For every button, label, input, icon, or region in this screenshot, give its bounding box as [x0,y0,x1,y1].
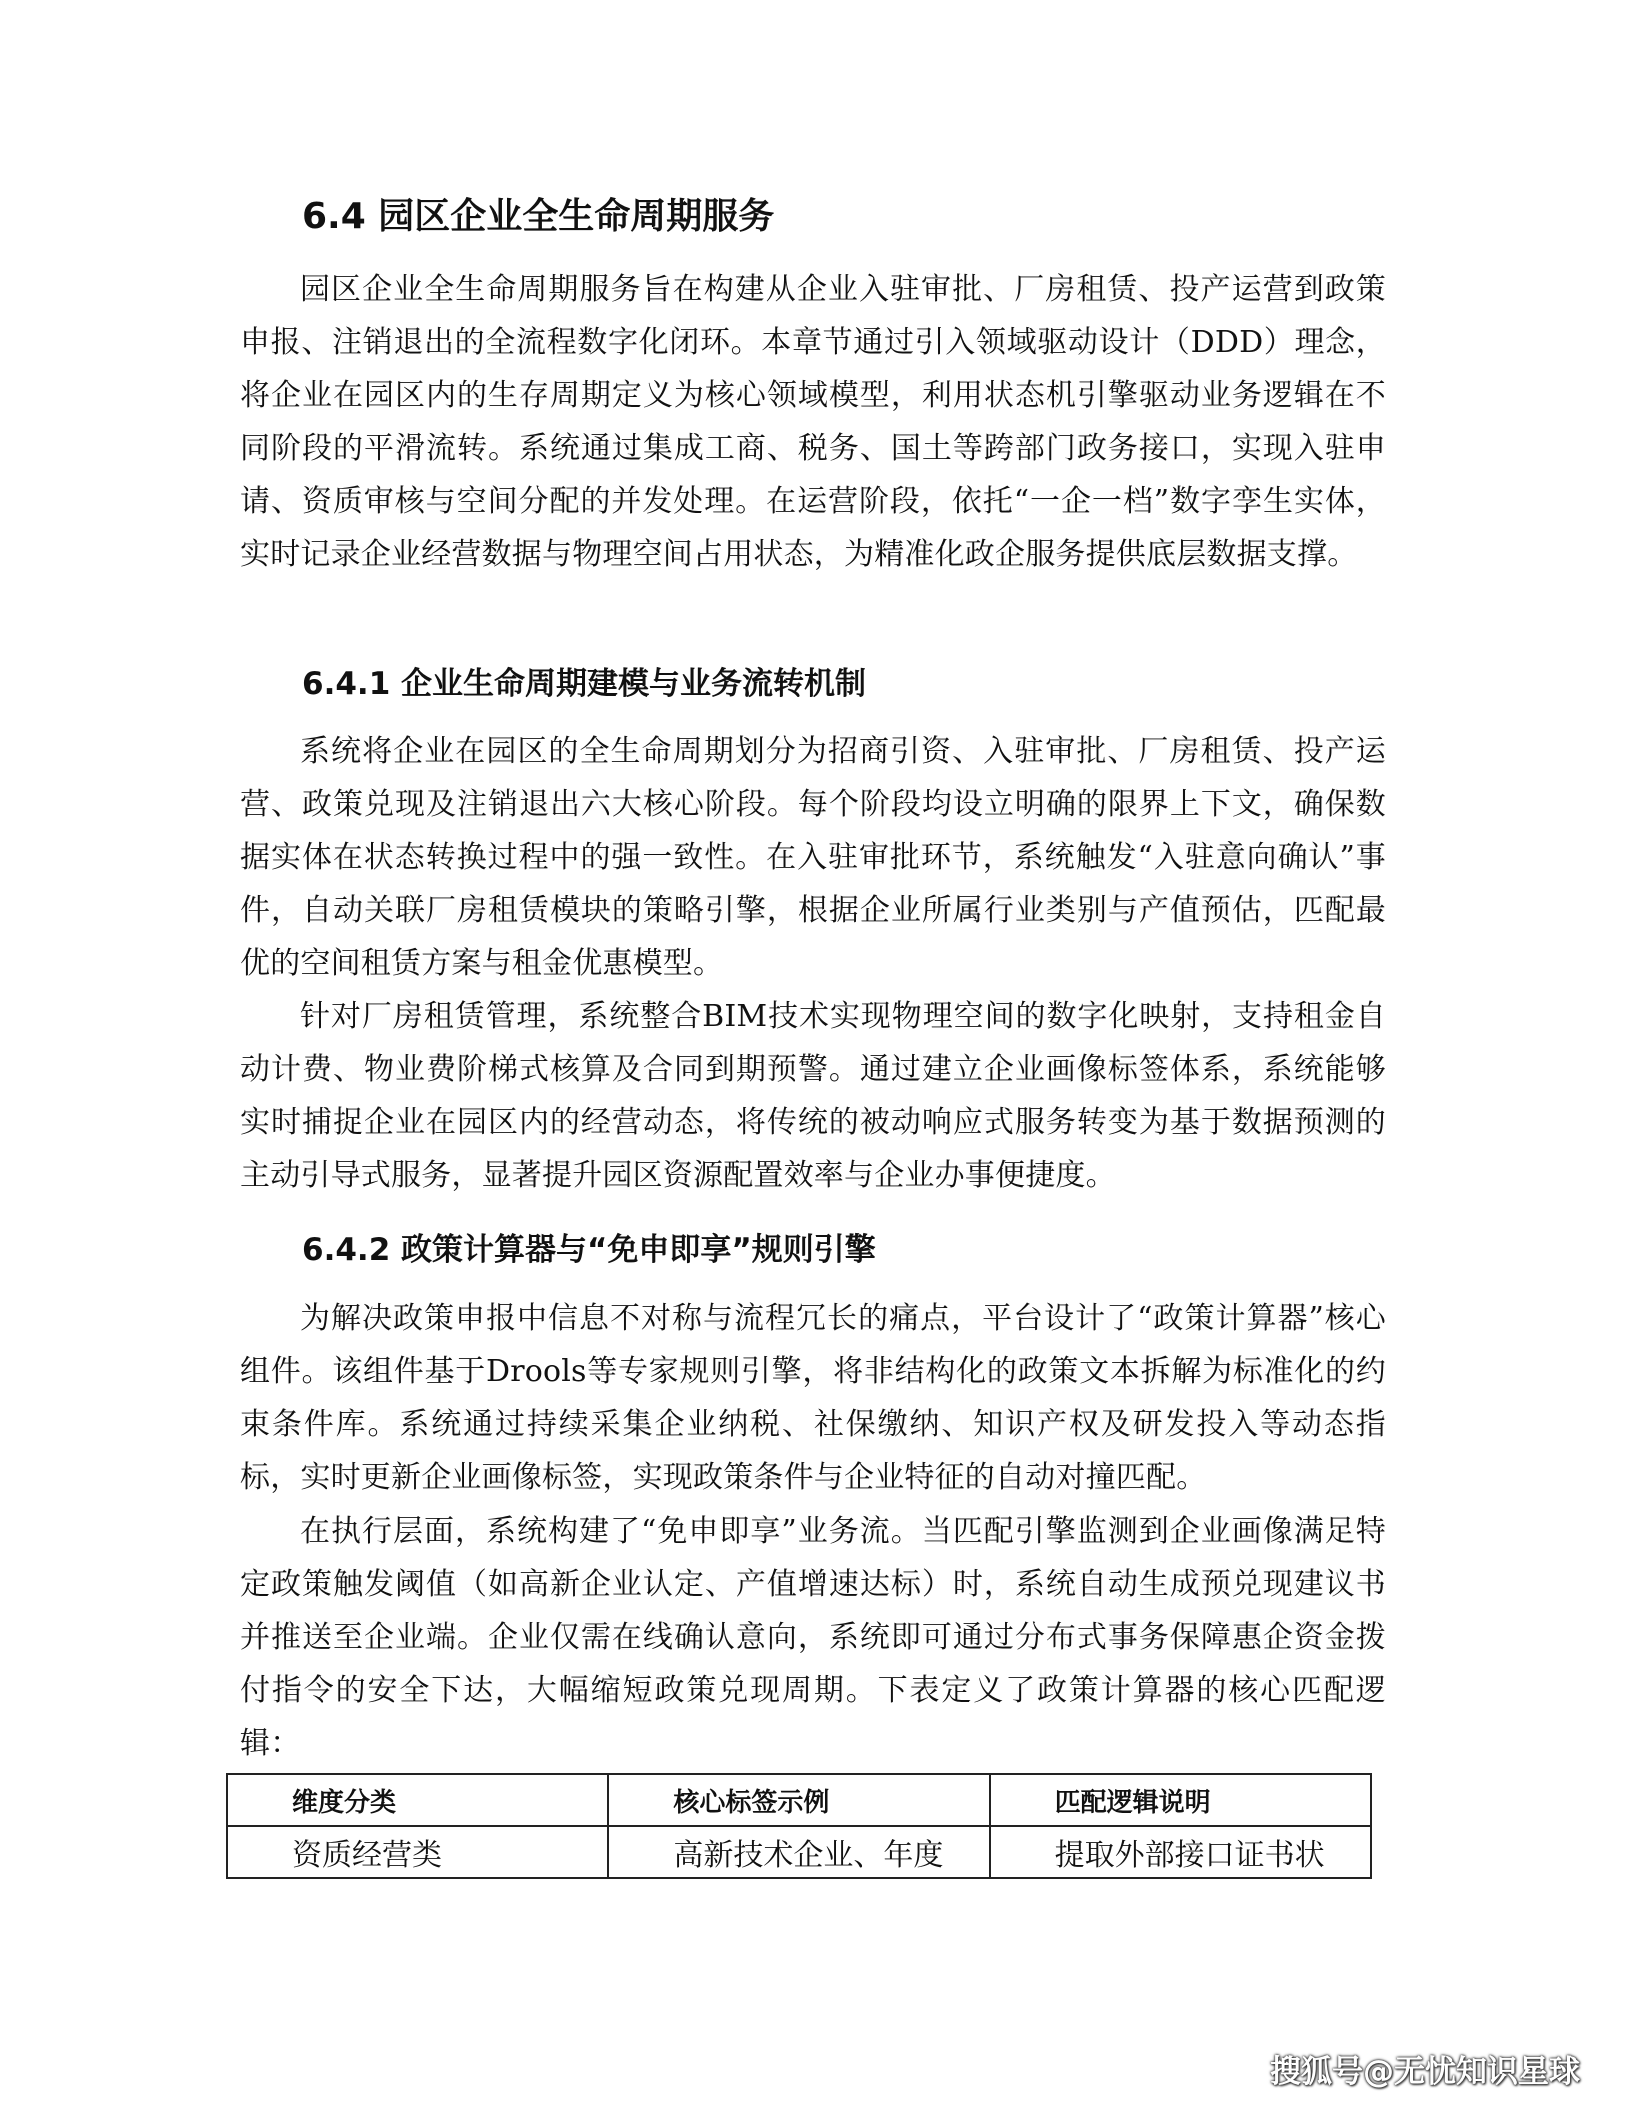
subsection-heading-6-4-1: 6.4.1 企业生命周期建模与业务流转机制 [302,666,867,702]
table-cell: 资质经营类 [227,1826,608,1878]
table-cell: 提取外部接口证书状 [990,1826,1371,1878]
subsection-2-paragraph: 为解决政策申报中信息不对称与流程冗长的痛点，平台设计了“政策计算器”核心组件。该组件基于Drools等专家规则引擎，将非结构化的政策文本拆解为标准化的约束条件库。系统通过持续采集企业纳税、社保缴纳、知识产权及研发投入等动态指标，实时更新企业画像标签，实现政策条件与企业特征的自动对撞匹配。 [240,1301,1386,1495]
source-watermark: 搜狐号@无忧知识星球 [1270,2054,1580,2090]
section-heading: 6.4 园区企业全生命周期服务 [302,196,775,237]
subsection-heading-6-4-2: 6.4.2 政策计算器与“免申即享”规则引擎 [302,1232,876,1268]
table-header-cell: 维度分类 [227,1774,608,1826]
table-header-cell: 匹配逻辑说明 [990,1774,1371,1826]
subsection-2-paragraph: 在执行层面，系统构建了“免申即享”业务流。当匹配引擎监测到企业画像满足特定政策触发阈值（如高新企业认定、产值增速达标）时，系统自动生成预兑现建议书并推送至企业端。企业仅需在线确认意向，系统即可通过分布式事务保障惠企资金拨付指令的安全下达，大幅缩短政策兑现周期。下表定义了政策计算器的核心匹配逻辑： [240,1514,1386,1761]
section-intro-paragraph: 园区企业全生命周期服务旨在构建从企业入驻审批、厂房租赁、投产运营到政策申报、注销退出的全流程数字化闭环。本章节通过引入领域驱动设计（DDD）理念，将企业在园区内的生存周期定义为核心领域模型，利用状态机引擎驱动业务逻辑在不同阶段的平滑流转。系统通过集成工商、税务、国土等跨部门政务接口，实现入驻申请、资质审核与空间分配的并发处理。在运营阶段，依托“一企一档”数字孪生实体，实时记录企业经营数据与物理空间占用状态，为精准化政企服务提供底层数据支撑。 [240,272,1386,572]
table-row [227,1826,1371,1878]
table-cell: 高新技术企业、年度 [608,1826,989,1878]
policy-matching-table [226,1773,1372,1879]
subsection-1-paragraph: 针对厂房租赁管理，系统整合BIM技术实现物理空间的数字化映射，支持租金自动计费、物业费阶梯式核算及合同到期预警。通过建立企业画像标签体系，系统能够实时捕捉企业在园区内的经营动态，将传统的被动响应式服务转变为基于数据预测的主动引导式服务，显著提升园区资源配置效率与企业办事便捷度。 [240,999,1386,1193]
subsection-1-paragraph: 系统将企业在园区的全生命周期划分为招商引资、入驻审批、厂房租赁、投产运营、政策兑现及注销退出六大核心阶段。每个阶段均设立明确的限界上下文，确保数据实体在状态转换过程中的强一致性。在入驻审批环节，系统触发“入驻意向确认”事件，自动关联厂房租赁模块的策略引擎，根据企业所属行业类别与产值预估，匹配最优的空间租赁方案与租金优惠模型。 [240,734,1386,981]
table-header-cell: 核心标签示例 [608,1774,989,1826]
table-header-row [227,1774,1371,1826]
